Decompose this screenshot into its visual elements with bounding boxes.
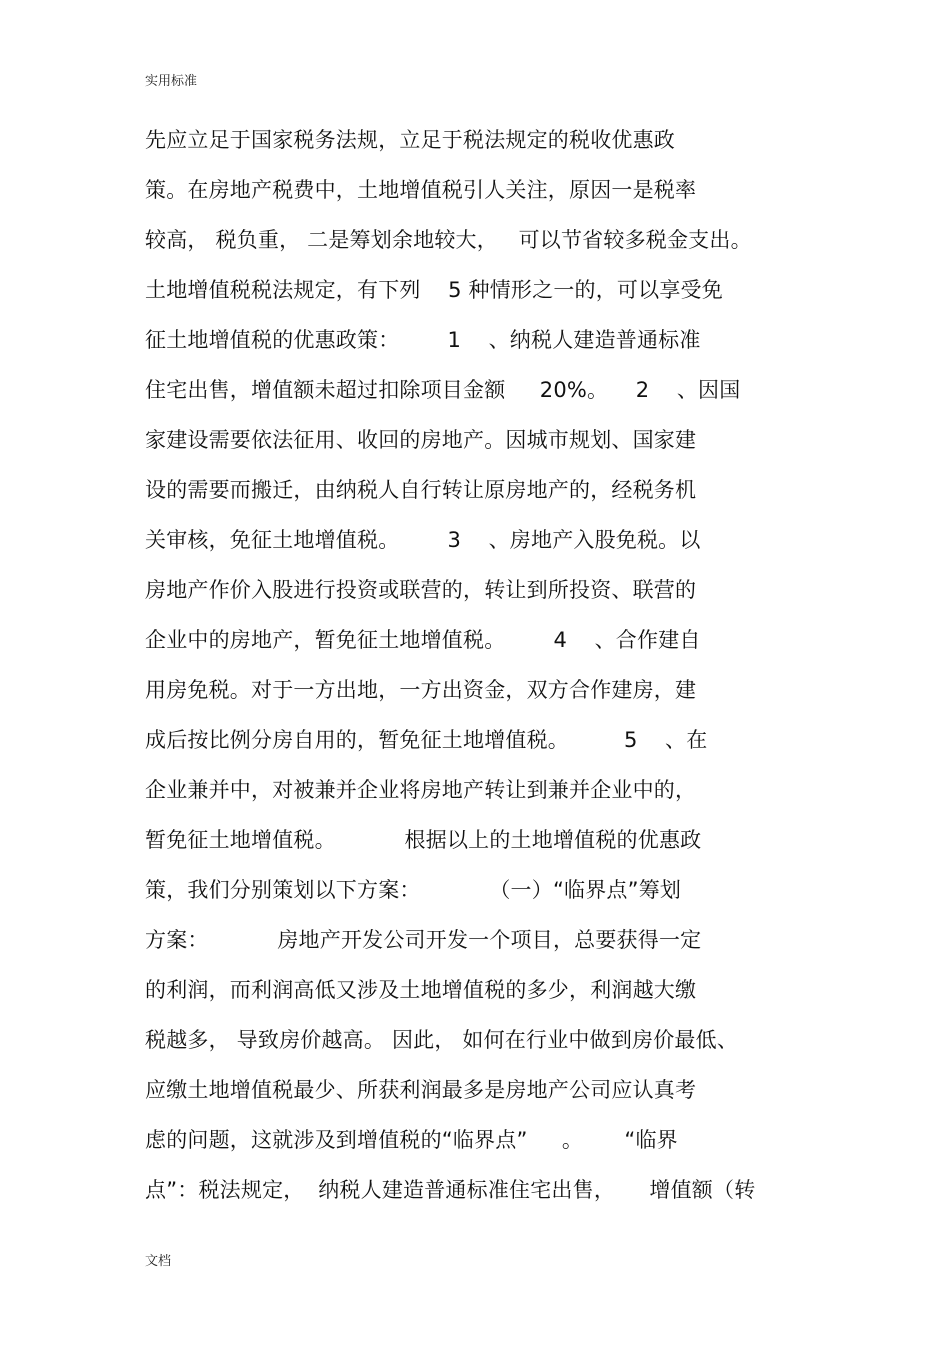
text-line: 关审核，免征土地增值税。 3 、房地产入股免税。以	[145, 528, 701, 552]
text-line: 策，我们分别策划以下方案： （一）“临界点”筹划	[145, 878, 682, 902]
text-line: 点”：税法规定， 纳税人建造普通标准住宅出售， 增值额（转	[145, 1178, 756, 1202]
text-line: 土地增值税税法规定，有下列 5 种情形之一的，可以享受免	[145, 278, 723, 302]
text-line: 先应立足于国家税务法规，立足于税法规定的税收优惠政	[145, 128, 675, 152]
text-line: 的利润，而利润高低又涉及土地增值税的多少，利润越大缴	[145, 978, 697, 1002]
text-line: 房地产作价入股进行投资或联营的，转让到所投资、联营的	[145, 578, 697, 602]
text-line: 税越多， 导致房价越高。 因此， 如何在行业中做到房价最低、	[145, 1028, 739, 1052]
text-line: 较高， 税负重， 二是筹划余地较大， 可以节省较多税金支出。	[145, 228, 752, 252]
document-body	[145, 125, 825, 1225]
text-line: 企业中的房地产，暂免征土地增值税。 4 、合作建自	[145, 628, 701, 652]
text-line: 虑的问题，这就涉及到增值税的“临界点” 。 “临界	[145, 1128, 678, 1152]
text-line: 设的需要而搬迁，由纳税人自行转让原房地产的，经税务机	[145, 478, 697, 502]
text-line: 策。在房地产税费中，土地增值税引人关注，原因一是税率	[145, 178, 697, 202]
text-line: 住宅出售，增值额未超过扣除项目金额 20%。 2 、因国	[145, 378, 741, 402]
text-line: 征土地增值税的优惠政策： 1 、纳税人建造普通标准	[145, 328, 701, 352]
page-footer: 文档	[145, 1254, 172, 1269]
text-line: 暂免征土地增值税。 根据以上的土地增值税的优惠政	[145, 828, 702, 852]
page-header: 实用标准	[145, 74, 198, 89]
text-line: 用房免税。对于一方出地，一方出资金，双方合作建房，建	[145, 678, 697, 702]
text-line: 方案： 房地产开发公司开发一个项目，总要获得一定	[145, 928, 702, 952]
text-line: 成后按比例分房自用的，暂免征土地增值税。 5 、在	[145, 728, 708, 752]
text-line: 家建设需要依法征用、收回的房地产。因城市规划、国家建	[145, 428, 697, 452]
text-line: 应缴土地增值税最少、所获利润最多是房地产公司应认真考	[145, 1078, 697, 1102]
text-line: 企业兼并中，对被兼并企业将房地产转让到兼并企业中的，	[145, 778, 697, 802]
